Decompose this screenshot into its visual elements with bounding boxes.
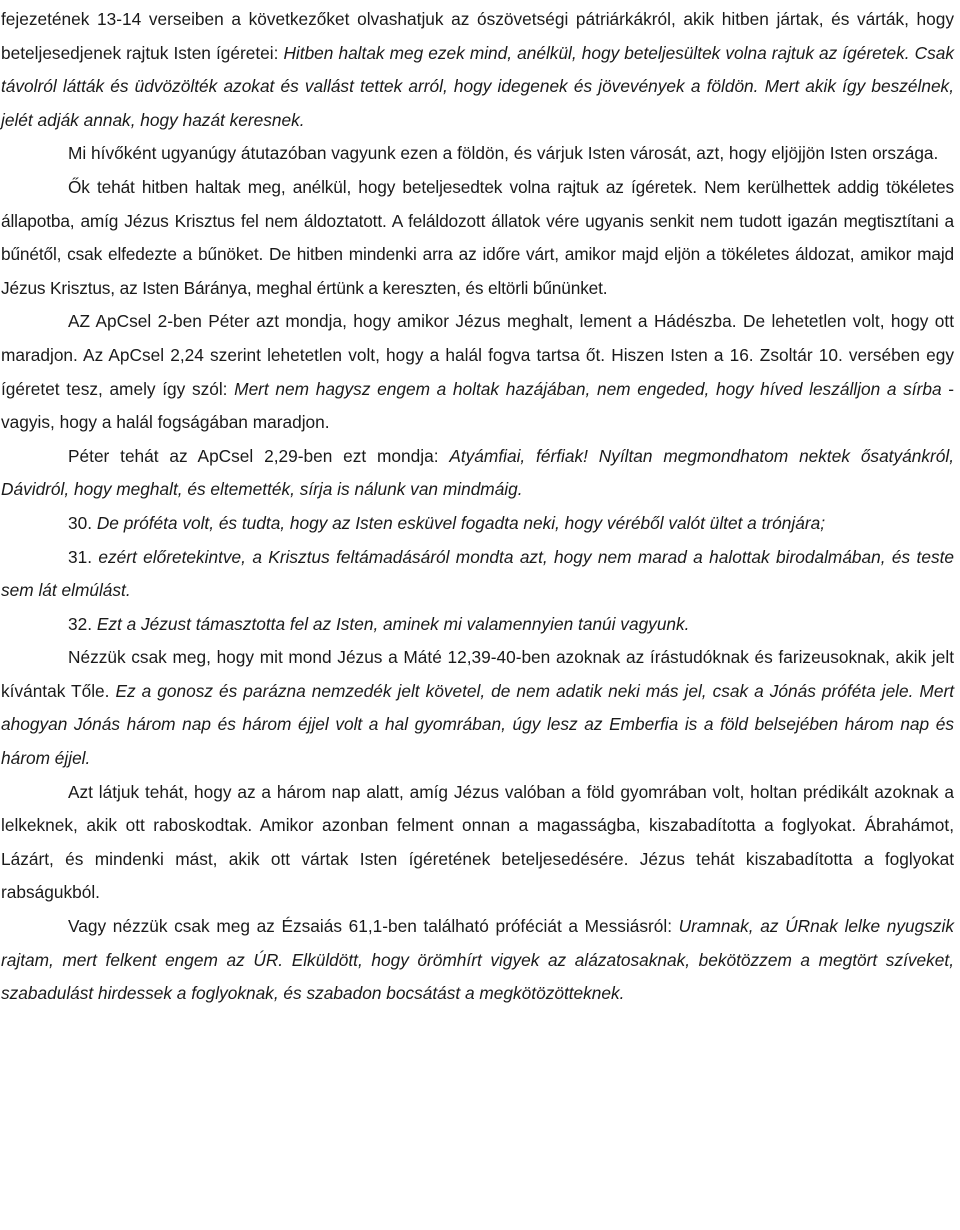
quote-run: Uramnak, az ÚRnak lelke nyugszik rajtam, mert felkent engem az ÚR. Elküldött, hogy örömhírt vigyek az alázatosaknak, bekötözzem a megtört szíveket, szabadulást hirdessek a foglyoknak, és szabadon bocsátást a megkötözötteknek. (1, 916, 954, 1004)
text-run: Nézzük csak meg, hogy mit mond Jézus a Máté 12,39-40-ben azoknak az írástudóknak és farizeusoknak, akik jelt kívántak Tőle. (1, 647, 954, 701)
paragraph-sacrifice (1, 171, 954, 305)
quote-run: Hitben haltak meg ezek mind, anélkül, hogy beteljesültek volna rajtuk az ígéretek. Csak távolról látták és üdvözölték azokat és vallást tettek arról, hogy idegenek és jövevények a földön. Mert akik így beszélnek, jelét adják annak, hogy hazát keresnek. (1, 42, 954, 130)
verse-number: 32. (68, 613, 97, 634)
quote-run: ezért előretekintve, a Krisztus feltámadásáról mondta azt, hogy nem marad a halottak birodalmában, és teste sem lát elmúlást. (1, 546, 954, 601)
quote-run: Ezt a Jézust támasztotta fel az Isten, aminek mi valamennyien tanúi vagyunk. (96, 613, 690, 634)
quote-run: Atyámfiai, férfiak! Nyíltan megmondhatom nektek ősatyánkról, Dávidról, hogy meghalt, és eltemették, sírja is nálunk van mindmáig. (1, 445, 954, 500)
paragraph-patriarchs (1, 3, 954, 137)
paragraph-jonah-sign (1, 641, 954, 775)
quote-run: De próféta volt, és tudta, hogy az Isten esküvel fogadta neki, hogy véréből valót ültet a trónjára; (96, 512, 825, 533)
paragraph-isaiah-61 (1, 910, 954, 1011)
quote-run: Ez a gonosz és parázna nemzedék jelt követel, de nem adatik neki más jel, csak a Jónás próféta jele. Mert ahogyan Jónás három nap és három éjjel volt a hal gyomrában, úgy lesz az Emberfia is a föld belsejében három nap és három éjjel. (1, 680, 954, 769)
verse-number: 31. (68, 546, 99, 567)
text-run: - vagyis, hogy a halál fogságában maradjon. (1, 378, 955, 433)
text-run: Ők tehát hitben haltak meg, anélkül, hogy beteljesedtek volna rajtuk az ígéretek. Nem kerülhettek addig tökéletes állapotba, amíg Jézus Krisztus fel nem áldoztatott. A feláldozott állatok vére ugyanis senkit nem tudott igazán megtisztítani a bűnétől, csak elfedezte a bűnöket. De hitben mindenki arra az időre várt, amikor majd eljön a tökéletes áldozat, amikor majd Jézus Krisztus, az Isten Báránya, meghal értünk a kereszten, és eltörli bűnünket. (1, 176, 954, 298)
paragraph-verse-30 (1, 507, 954, 541)
paragraph-verse-32 (1, 608, 954, 642)
text-run: Péter tehát az ApCsel 2,29-ben ezt mondja: (68, 445, 450, 466)
paragraph-hades (1, 305, 954, 439)
quote-run: Mert nem hagysz engem a holtak hazájában, nem engeded, hogy híved leszálljon a sírba (234, 378, 942, 399)
text-run: Azt látjuk tehát, hogy az a három nap alatt, amíg Jézus valóban a föld gyomrában volt, holtan prédikált azoknak a lelkeknek, akik ott raboskodtak. Amikor azonban felment onnan a magasságba, kiszabadította a foglyokat. Ábrahámot, Lázárt, és mindenki mást, akik ott vártak Isten ígéretének beteljesedésére. Jézus tehát kiszabadította a foglyokat rabságukból. (1, 781, 954, 903)
verse-number: 30. (68, 512, 97, 533)
paragraph-three-days (1, 776, 954, 910)
text-run: fejezetének 13-14 verseiben a következőket olvashatjuk az ószövetségi pátriárkákról, akik hitben jártak, és várták, hogy beteljesedjenek rajtuk Isten ígéretei: (1, 9, 954, 63)
text-run: AZ ApCsel 2-ben Péter azt mondja, hogy amikor Jézus meghalt, lement a Hádészba. De lehetetlen volt, hogy ott maradjon. Az ApCsel 2,24 szerint lehetetlen volt, hogy a halál fogva tartsa őt. Hiszen Isten a 16. Zsoltár 10. versében egy ígéretet tesz, amely így szól: (1, 311, 954, 399)
text-run: Vagy nézzük csak meg az Ézsaiás 61,1-ben található próféciát a Messiásról: (68, 916, 679, 937)
paragraph-verse-31 (1, 541, 954, 608)
text-run: Mi hívőként ugyanúgy átutazóban vagyunk ezen a földön, és várjuk Isten városát, azt, hogy eljöjjön Isten országa. (68, 143, 939, 164)
paragraph-acts-2-29 (1, 440, 954, 507)
paragraph-travelers (1, 137, 954, 171)
